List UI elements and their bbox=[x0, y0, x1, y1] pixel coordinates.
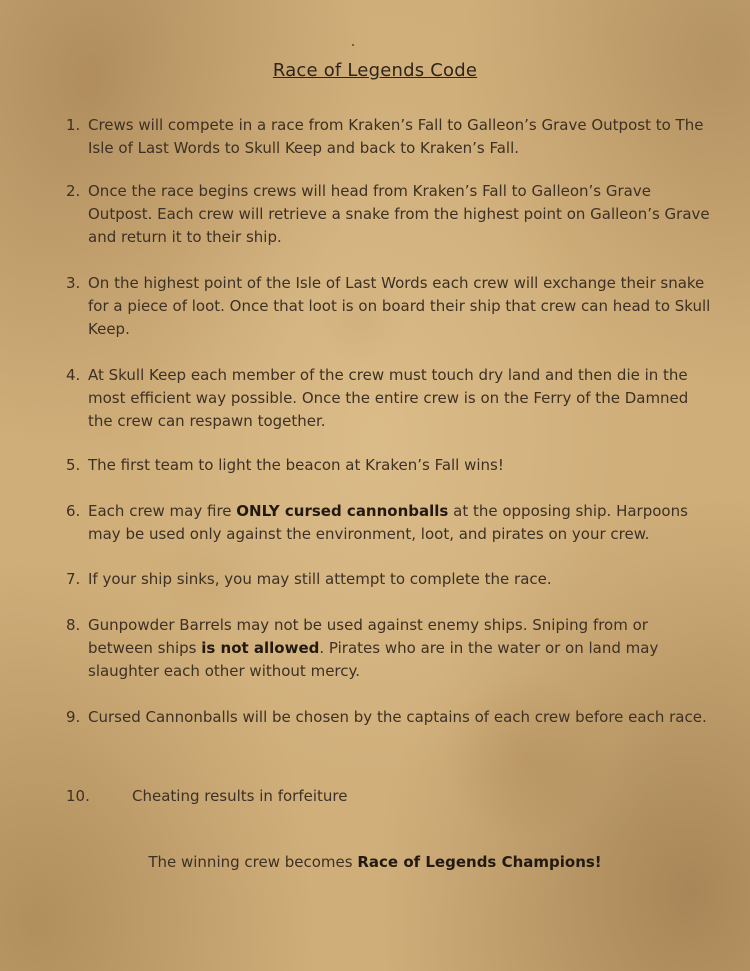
rule-number: 9. bbox=[66, 708, 81, 726]
rule-item-7 bbox=[66, 568, 711, 591]
rule-text-part: at the opposing ship. Harpoons may be used only against the environment, loot, and pirates on your crew. bbox=[88, 502, 688, 543]
rule-item-1 bbox=[66, 114, 711, 160]
closing-line bbox=[0, 853, 750, 871]
rule-number: 6. bbox=[66, 502, 81, 520]
rule-number: 8. bbox=[66, 616, 81, 634]
closing-text: The winning crew becomes bbox=[148, 853, 358, 871]
rule-number: 1. bbox=[66, 116, 81, 134]
rule-text: The first team to light the beacon at Kraken’s Fall wins! bbox=[88, 456, 504, 474]
rule-text: On the highest point of the Isle of Last Words each crew will exchange their snake for a piece of loot. Once that loot is on board their ship that crew can head to Skull Keep. bbox=[88, 274, 711, 338]
rule-text: Once the race begins crews will head from Kraken’s Fall to Galleon’s Grave Outpost. Each crew will retrieve a snake from the highest point on Galleon’s Grave and return it to their ship. bbox=[88, 182, 710, 246]
rule-text-part: Gunpowder Barrels may not be used against enemy ships. Sniping from or between ships bbox=[88, 616, 648, 657]
rule-item-5 bbox=[66, 454, 711, 477]
rule-number: 5. bbox=[66, 456, 81, 474]
rule-number: 7. bbox=[66, 570, 81, 588]
rule-text bbox=[66, 500, 711, 546]
rule-text-part: . Pirates who are in the water or on land may slaughter each other without mercy. bbox=[88, 639, 659, 680]
rule-item-10 bbox=[66, 785, 711, 808]
rule-item-4 bbox=[66, 364, 711, 433]
rule-item-3 bbox=[66, 272, 711, 341]
rule-text: Cheating results in forfeiture bbox=[132, 787, 348, 805]
rule-text: Crews will compete in a race from Kraken’s Fall to Galleon’s Grave Outpost to The Isle of Last Words to Skull Keep and back to Kraken’s Fall. bbox=[88, 116, 704, 157]
ink-speck bbox=[352, 44, 354, 46]
rule-text: If your ship sinks, you may still attempt to complete the race. bbox=[88, 570, 552, 588]
rule-number: 3. bbox=[66, 274, 81, 292]
rule-number: 10. bbox=[66, 787, 90, 805]
rule-text: Cursed Cannonballs will be chosen by the captains of each crew before each race. bbox=[88, 708, 707, 726]
rule-number: 2. bbox=[66, 182, 81, 200]
rule-number: 4. bbox=[66, 366, 81, 384]
rule-item-6 bbox=[66, 500, 711, 546]
closing-emphasis: Race of Legends Champions! bbox=[357, 853, 602, 871]
rule-text-part: Each crew may fire bbox=[88, 502, 237, 520]
rule-emphasis: is not allowed bbox=[201, 639, 320, 657]
rule-item-2 bbox=[66, 180, 711, 249]
page-title: Race of Legends Code bbox=[272, 60, 478, 81]
rule-emphasis: ONLY cursed cannonballs bbox=[236, 502, 449, 520]
rule-text bbox=[66, 614, 711, 683]
rule-text: At Skull Keep each member of the crew must touch dry land and then die in the most efficient way possible. Once the entire crew is on the Ferry of the Damned the crew can respawn together. bbox=[88, 366, 689, 430]
rule-item-8 bbox=[66, 614, 711, 683]
rule-item-9 bbox=[66, 706, 711, 729]
